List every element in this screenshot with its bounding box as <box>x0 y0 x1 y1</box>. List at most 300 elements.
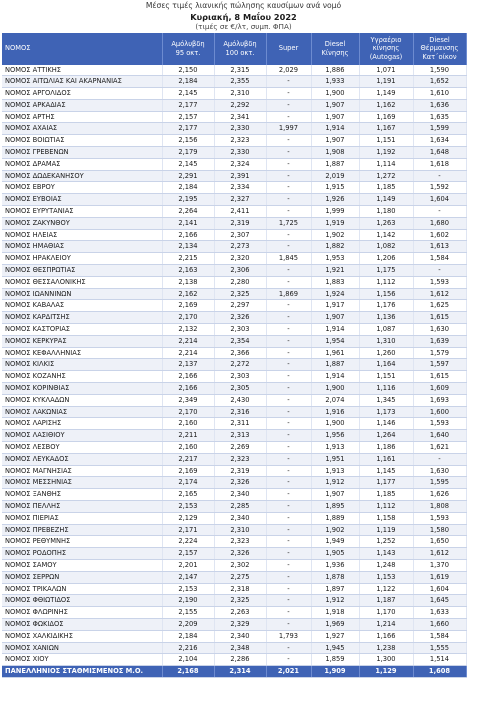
price-cell: 2,153 <box>162 583 214 595</box>
price-cell: - <box>266 536 311 548</box>
price-cell: 1,902 <box>311 524 359 536</box>
prefecture-name-cell: ΝΟΜΟΣ ΣΑΜΟΥ <box>2 559 162 571</box>
table-row <box>2 595 466 607</box>
col-header-super: Super <box>266 33 311 65</box>
table-row <box>2 500 466 512</box>
price-cell: 1,905 <box>311 548 359 560</box>
price-cell: 2,214 <box>162 347 214 359</box>
price-cell: 1,999 <box>311 206 359 218</box>
prefecture-name-cell: ΝΟΜΟΣ ΑΡΓΟΛΙΔΟΣ <box>2 88 162 100</box>
price-cell: 2,137 <box>162 359 214 371</box>
price-cell: 1,914 <box>311 123 359 135</box>
table-row <box>2 607 466 619</box>
price-cell: 1,615 <box>413 312 466 324</box>
price-cell: 1,166 <box>359 630 413 642</box>
price-cell: 1,997 <box>266 123 311 135</box>
price-cell: 1,153 <box>359 571 413 583</box>
price-cell: - <box>266 347 311 359</box>
price-cell: 1,145 <box>359 465 413 477</box>
price-cell: 1,907 <box>311 111 359 123</box>
price-cell: 2,145 <box>162 88 214 100</box>
price-cell: - <box>266 324 311 336</box>
price-cell: - <box>266 359 311 371</box>
table-row <box>2 489 466 501</box>
price-cell: 2,264 <box>162 206 214 218</box>
table-row <box>2 88 466 100</box>
price-cell: - <box>266 170 311 182</box>
price-cell: 2,179 <box>162 147 214 159</box>
footer-cell: 1,608 <box>413 666 466 678</box>
document-header <box>0 0 487 33</box>
prefecture-name-cell: ΝΟΜΟΣ ΛΑΡΙΣΗΣ <box>2 418 162 430</box>
price-cell: 1,151 <box>359 371 413 383</box>
price-cell: 2,190 <box>162 595 214 607</box>
price-cell: 1,595 <box>413 477 466 489</box>
price-cell: 1,180 <box>359 206 413 218</box>
price-cell: 1,185 <box>359 489 413 501</box>
price-cell: 1,579 <box>413 347 466 359</box>
price-cell: 2,216 <box>162 642 214 654</box>
price-cell: - <box>266 383 311 395</box>
price-cell: 2,019 <box>311 170 359 182</box>
table-row <box>2 524 466 536</box>
table-body <box>2 65 466 666</box>
prefecture-name-cell: ΝΟΜΟΣ ΡΕΘΥΜΝΗΣ <box>2 536 162 548</box>
price-cell: 2,160 <box>162 442 214 454</box>
price-cell: - <box>266 595 311 607</box>
price-cell: 1,907 <box>311 99 359 111</box>
price-cell: 1,176 <box>359 300 413 312</box>
price-cell: 1,619 <box>413 571 466 583</box>
table-row <box>2 300 466 312</box>
price-cell: 2,325 <box>214 595 266 607</box>
table-row <box>2 170 466 182</box>
price-cell: 1,613 <box>413 241 466 253</box>
price-cell: 1,177 <box>359 477 413 489</box>
prefecture-name-cell: ΝΟΜΟΣ ΘΕΣΣΑΛΟΝΙΚΗΣ <box>2 276 162 288</box>
price-cell: 1,618 <box>413 158 466 170</box>
price-cell: 1,945 <box>311 642 359 654</box>
price-cell: 1,555 <box>413 642 466 654</box>
table-row <box>2 111 466 123</box>
price-cell: 2,275 <box>214 571 266 583</box>
price-cell: 1,953 <box>311 253 359 265</box>
price-cell: - <box>266 111 311 123</box>
price-cell: 1,912 <box>311 477 359 489</box>
price-cell: 1,263 <box>359 217 413 229</box>
price-cell: - <box>266 135 311 147</box>
price-cell: 2,184 <box>162 182 214 194</box>
price-cell: 1,915 <box>311 182 359 194</box>
price-cell: 1,869 <box>266 288 311 300</box>
price-cell: 1,914 <box>311 324 359 336</box>
price-cell: 1,142 <box>359 229 413 241</box>
price-cell: 1,604 <box>413 583 466 595</box>
price-cell: 1,949 <box>311 536 359 548</box>
price-cell: 2,319 <box>214 465 266 477</box>
price-cell: 2,162 <box>162 288 214 300</box>
prefecture-name-cell: ΝΟΜΟΣ ΦΛΩΡΙΝΗΣ <box>2 607 162 619</box>
price-cell: 2,269 <box>214 442 266 454</box>
price-cell: - <box>266 453 311 465</box>
price-cell: 1,630 <box>413 324 466 336</box>
price-cell: 1,725 <box>266 217 311 229</box>
prefecture-name-cell: ΝΟΜΟΣ ΧΑΝΙΩΝ <box>2 642 162 654</box>
price-cell: 1,917 <box>311 300 359 312</box>
price-cell: 2,313 <box>214 430 266 442</box>
price-cell: 2,177 <box>162 99 214 111</box>
price-cell: 1,845 <box>266 253 311 265</box>
price-cell: - <box>266 229 311 241</box>
price-cell: 1,859 <box>311 654 359 666</box>
prefecture-name-cell: ΝΟΜΟΣ ΚΑΒΑΛΑΣ <box>2 300 162 312</box>
table-row <box>2 147 466 159</box>
price-cell: 2,323 <box>214 536 266 548</box>
price-cell: 1,916 <box>311 406 359 418</box>
col-header-diesel: Diesel Κίνησης <box>311 33 359 65</box>
prefecture-name-cell: ΝΟΜΟΣ ΗΡΑΚΛΕΙΟΥ <box>2 253 162 265</box>
price-cell: - <box>266 477 311 489</box>
price-cell: 2,340 <box>214 630 266 642</box>
price-cell: 1,164 <box>359 359 413 371</box>
price-cell: - <box>266 489 311 501</box>
price-cell: 2,184 <box>162 76 214 88</box>
footer-cell: 1,909 <box>311 666 359 678</box>
price-cell: 1,615 <box>413 371 466 383</box>
price-cell: 2,155 <box>162 607 214 619</box>
price-cell: 1,808 <box>413 500 466 512</box>
table-row <box>2 335 466 347</box>
price-cell: 2,134 <box>162 241 214 253</box>
price-cell: 2,366 <box>214 347 266 359</box>
col-header-heating-diesel: Diesel Θέρμανσης Κατ΄οίκον <box>413 33 466 65</box>
price-cell: 1,593 <box>413 418 466 430</box>
prefecture-name-cell: ΝΟΜΟΣ ΤΡΙΚΑΛΩΝ <box>2 583 162 595</box>
price-cell: 1,961 <box>311 347 359 359</box>
price-cell: 1,149 <box>359 194 413 206</box>
price-cell: - <box>266 147 311 159</box>
price-cell: - <box>266 524 311 536</box>
price-cell: 1,114 <box>359 158 413 170</box>
price-cell: - <box>266 276 311 288</box>
price-cell: 1,192 <box>359 147 413 159</box>
price-cell: 1,345 <box>359 394 413 406</box>
col-header-autogas: Υγραέριο κίνησης (Autogas) <box>359 33 413 65</box>
price-cell: 1,599 <box>413 123 466 135</box>
price-cell: 2,160 <box>162 418 214 430</box>
price-cell: 1,921 <box>311 265 359 277</box>
price-cell: 1,912 <box>311 595 359 607</box>
col-header-unleaded100: Αμόλυβδη 100 οκτ. <box>214 33 266 65</box>
price-cell: 2,330 <box>214 123 266 135</box>
table-row <box>2 135 466 147</box>
price-cell: 1,175 <box>359 265 413 277</box>
price-cell: 2,430 <box>214 394 266 406</box>
price-cell: 1,584 <box>413 630 466 642</box>
price-cell: - <box>266 559 311 571</box>
price-cell: 1,082 <box>359 241 413 253</box>
price-cell: 1,592 <box>413 182 466 194</box>
price-cell: 2,272 <box>214 359 266 371</box>
price-cell: 1,191 <box>359 76 413 88</box>
price-cell: 2,326 <box>214 477 266 489</box>
table-row <box>2 265 466 277</box>
price-cell: 2,145 <box>162 158 214 170</box>
table-row <box>2 276 466 288</box>
price-cell: 2,355 <box>214 76 266 88</box>
prefecture-name-cell: ΝΟΜΟΣ ΕΥΡΥΤΑΝΙΑΣ <box>2 206 162 218</box>
price-cell: - <box>266 300 311 312</box>
footer-cell: 1,129 <box>359 666 413 678</box>
price-cell: 1,926 <box>311 194 359 206</box>
price-cell: 2,150 <box>162 65 214 76</box>
price-cell: 2,310 <box>214 88 266 100</box>
price-cell: 2,326 <box>214 548 266 560</box>
price-cell: 1,639 <box>413 335 466 347</box>
table-row <box>2 548 466 560</box>
price-cell: 2,165 <box>162 489 214 501</box>
price-cell: 2,303 <box>214 371 266 383</box>
price-cell: 1,162 <box>359 99 413 111</box>
table-row <box>2 65 466 76</box>
price-cell: 1,604 <box>413 194 466 206</box>
price-cell: 1,652 <box>413 76 466 88</box>
price-cell: 2,320 <box>214 253 266 265</box>
price-cell: 1,956 <box>311 430 359 442</box>
price-cell: 1,593 <box>413 276 466 288</box>
price-cell: 2,184 <box>162 630 214 642</box>
price-cell: 2,169 <box>162 465 214 477</box>
price-cell: - <box>266 571 311 583</box>
prefecture-name-cell: ΝΟΜΟΣ ΑΧΑΙΑΣ <box>2 123 162 135</box>
price-cell: 1,895 <box>311 500 359 512</box>
col-header-name: ΝΟΜΟΣ <box>2 33 162 65</box>
price-cell: 1,648 <box>413 147 466 159</box>
price-cell: - <box>266 371 311 383</box>
price-cell: 1,635 <box>413 111 466 123</box>
footer-cell: 2,314 <box>214 666 266 678</box>
price-cell: 1,625 <box>413 300 466 312</box>
price-cell: 2,273 <box>214 241 266 253</box>
price-cell: - <box>266 583 311 595</box>
price-cell: 2,354 <box>214 335 266 347</box>
price-cell: 2,323 <box>214 453 266 465</box>
price-cell: 2,171 <box>162 524 214 536</box>
price-cell: 2,303 <box>214 324 266 336</box>
price-cell: 2,311 <box>214 418 266 430</box>
price-cell: 2,325 <box>214 288 266 300</box>
prefecture-name-cell: ΝΟΜΟΣ ΧΑΛΚΙΔΙΚΗΣ <box>2 630 162 642</box>
prefecture-name-cell: ΝΟΜΟΣ ΠΙΕΡΙΑΣ <box>2 512 162 524</box>
price-cell: 1,593 <box>413 512 466 524</box>
table-row <box>2 583 466 595</box>
price-cell: - <box>266 206 311 218</box>
price-cell: - <box>266 618 311 630</box>
price-cell: 2,326 <box>214 312 266 324</box>
price-cell: 2,316 <box>214 406 266 418</box>
price-cell: - <box>266 335 311 347</box>
price-cell: 1,310 <box>359 335 413 347</box>
table-row <box>2 618 466 630</box>
price-cell: 1,112 <box>359 500 413 512</box>
table-row <box>2 241 466 253</box>
price-cell: 2,074 <box>311 394 359 406</box>
price-cell: 2,315 <box>214 65 266 76</box>
price-cell: 1,609 <box>413 383 466 395</box>
price-cell: 2,201 <box>162 559 214 571</box>
price-cell: 1,167 <box>359 123 413 135</box>
price-cell: 2,305 <box>214 383 266 395</box>
price-cell: 1,252 <box>359 536 413 548</box>
table-row <box>2 347 466 359</box>
price-cell: 2,209 <box>162 618 214 630</box>
price-cell: 2,349 <box>162 394 214 406</box>
price-cell: 1,626 <box>413 489 466 501</box>
price-cell: 1,913 <box>311 442 359 454</box>
price-cell: 2,214 <box>162 335 214 347</box>
prefecture-name-cell: ΝΟΜΟΣ ΜΑΓΝΗΣΙΑΣ <box>2 465 162 477</box>
fuel-price-table <box>2 33 467 679</box>
price-cell: 1,370 <box>413 559 466 571</box>
table-row <box>2 76 466 88</box>
prefecture-name-cell: ΝΟΜΟΣ ΚΟΡΙΝΘΙΑΣ <box>2 383 162 395</box>
price-cell: 1,116 <box>359 383 413 395</box>
price-cell: - <box>413 453 466 465</box>
price-cell: 1,087 <box>359 324 413 336</box>
price-cell: - <box>266 548 311 560</box>
prefecture-name-cell: ΝΟΜΟΣ ΚΑΣΤΟΡΙΑΣ <box>2 324 162 336</box>
price-cell: 2,341 <box>214 111 266 123</box>
price-cell: 1,158 <box>359 512 413 524</box>
price-cell: 1,886 <box>311 65 359 76</box>
price-cell: - <box>266 182 311 194</box>
price-cell: - <box>266 88 311 100</box>
report-title: Μέσες τιμές λιανικής πώλησης καυσίμων ανά νομό <box>145 1 342 10</box>
price-cell: 2,170 <box>162 312 214 324</box>
price-cell: 2,217 <box>162 453 214 465</box>
price-cell: 1,514 <box>413 654 466 666</box>
prefecture-name-cell: ΝΟΜΟΣ ΒΟΙΩΤΙΑΣ <box>2 135 162 147</box>
price-cell: 1,272 <box>359 170 413 182</box>
price-cell: - <box>266 265 311 277</box>
price-cell: 2,156 <box>162 135 214 147</box>
prefecture-name-cell: ΝΟΜΟΣ ΘΕΣΠΡΩΤΙΑΣ <box>2 265 162 277</box>
price-cell: 2,291 <box>162 170 214 182</box>
table-row <box>2 312 466 324</box>
price-cell: - <box>266 465 311 477</box>
price-cell: 2,029 <box>266 65 311 76</box>
price-cell: 2,104 <box>162 654 214 666</box>
prefecture-name-cell: ΝΟΜΟΣ ΚΕΡΚΥΡΑΣ <box>2 335 162 347</box>
prefecture-name-cell: ΝΟΜΟΣ ΕΒΡΟΥ <box>2 182 162 194</box>
price-cell: 1,660 <box>413 618 466 630</box>
prefecture-name-cell: ΝΟΜΟΣ ΡΟΔΟΠΗΣ <box>2 548 162 560</box>
prefecture-name-cell: ΝΟΜΟΣ ΛΕΥΚΑΔΟΣ <box>2 453 162 465</box>
price-cell: 2,174 <box>162 477 214 489</box>
table-row <box>2 512 466 524</box>
price-cell: 2,169 <box>162 300 214 312</box>
prefecture-name-cell: ΝΟΜΟΣ ΑΡΤΗΣ <box>2 111 162 123</box>
price-cell: 2,195 <box>162 194 214 206</box>
prefecture-name-cell: ΝΟΜΟΣ ΚΟΖΑΝΗΣ <box>2 371 162 383</box>
price-cell: 1,151 <box>359 135 413 147</box>
prefecture-name-cell: ΝΟΜΟΣ ΑΡΚΑΔΙΑΣ <box>2 99 162 111</box>
price-cell: 1,793 <box>266 630 311 642</box>
price-cell: 2,132 <box>162 324 214 336</box>
price-cell: 1,900 <box>311 383 359 395</box>
price-cell: 2,302 <box>214 559 266 571</box>
price-cell: 2,310 <box>214 524 266 536</box>
price-cell: 1,580 <box>413 524 466 536</box>
table-row <box>2 383 466 395</box>
price-cell: 1,248 <box>359 559 413 571</box>
prefecture-name-cell: ΝΟΜΟΣ ΔΡΑΜΑΣ <box>2 158 162 170</box>
price-cell: 1,112 <box>359 276 413 288</box>
price-cell: - <box>266 158 311 170</box>
price-cell: 2,330 <box>214 147 266 159</box>
table-row <box>2 324 466 336</box>
price-cell: 1,169 <box>359 111 413 123</box>
table-row <box>2 642 466 654</box>
price-cell: 1,186 <box>359 442 413 454</box>
price-cell: 2,211 <box>162 430 214 442</box>
price-cell: - <box>266 607 311 619</box>
price-cell: 1,071 <box>359 65 413 76</box>
footer-label: ΠΑΝΕΛΛΗΝΙΟΣ ΣΤΑΘΜΙΣΜΕΝΟΣ Μ.Ο. <box>2 666 162 678</box>
price-cell: 1,918 <box>311 607 359 619</box>
price-cell: 1,887 <box>311 158 359 170</box>
price-cell: 2,224 <box>162 536 214 548</box>
table-row <box>2 229 466 241</box>
price-cell: 1,146 <box>359 418 413 430</box>
price-cell: 2,324 <box>214 158 266 170</box>
price-cell: 1,883 <box>311 276 359 288</box>
price-cell: 1,919 <box>311 217 359 229</box>
price-cell: - <box>266 642 311 654</box>
prefecture-name-cell: ΝΟΜΟΣ ΠΕΛΛΗΣ <box>2 500 162 512</box>
price-cell: 2,157 <box>162 111 214 123</box>
price-cell: 2,163 <box>162 265 214 277</box>
prefecture-name-cell: ΝΟΜΟΣ ΓΡΕΒΕΝΩΝ <box>2 147 162 159</box>
table-row <box>2 418 466 430</box>
table-header-row <box>2 33 466 65</box>
price-cell: 1,882 <box>311 241 359 253</box>
price-cell: 2,391 <box>214 170 266 182</box>
price-cell: 2,157 <box>162 548 214 560</box>
price-cell: 2,334 <box>214 182 266 194</box>
price-cell: 1,238 <box>359 642 413 654</box>
table-row <box>2 123 466 135</box>
price-cell: 1,161 <box>359 453 413 465</box>
price-cell: 1,908 <box>311 147 359 159</box>
prefecture-name-cell: ΝΟΜΟΣ ΦΘΙΩΤΙΔΟΣ <box>2 595 162 607</box>
prefecture-name-cell: ΝΟΜΟΣ ΙΩΑΝΝΙΝΩΝ <box>2 288 162 300</box>
table-row <box>2 182 466 194</box>
col-header-unleaded95: Αμόλυβδη 95 οκτ. <box>162 33 214 65</box>
price-cell: 1,634 <box>413 135 466 147</box>
price-cell: - <box>266 99 311 111</box>
price-cell: 1,889 <box>311 512 359 524</box>
price-cell: 1,933 <box>311 76 359 88</box>
price-cell: - <box>266 76 311 88</box>
price-cell: 1,612 <box>413 288 466 300</box>
prefecture-name-cell: ΝΟΜΟΣ ΚΙΛΚΙΣ <box>2 359 162 371</box>
table-row <box>2 536 466 548</box>
price-cell: 1,680 <box>413 217 466 229</box>
table-row <box>2 654 466 666</box>
prefecture-name-cell: ΝΟΜΟΣ ΑΙΤΩΛΙΑΣ ΚΑΙ ΑΚΑΡΝΑΝΙΑΣ <box>2 76 162 88</box>
price-cell: - <box>413 206 466 218</box>
